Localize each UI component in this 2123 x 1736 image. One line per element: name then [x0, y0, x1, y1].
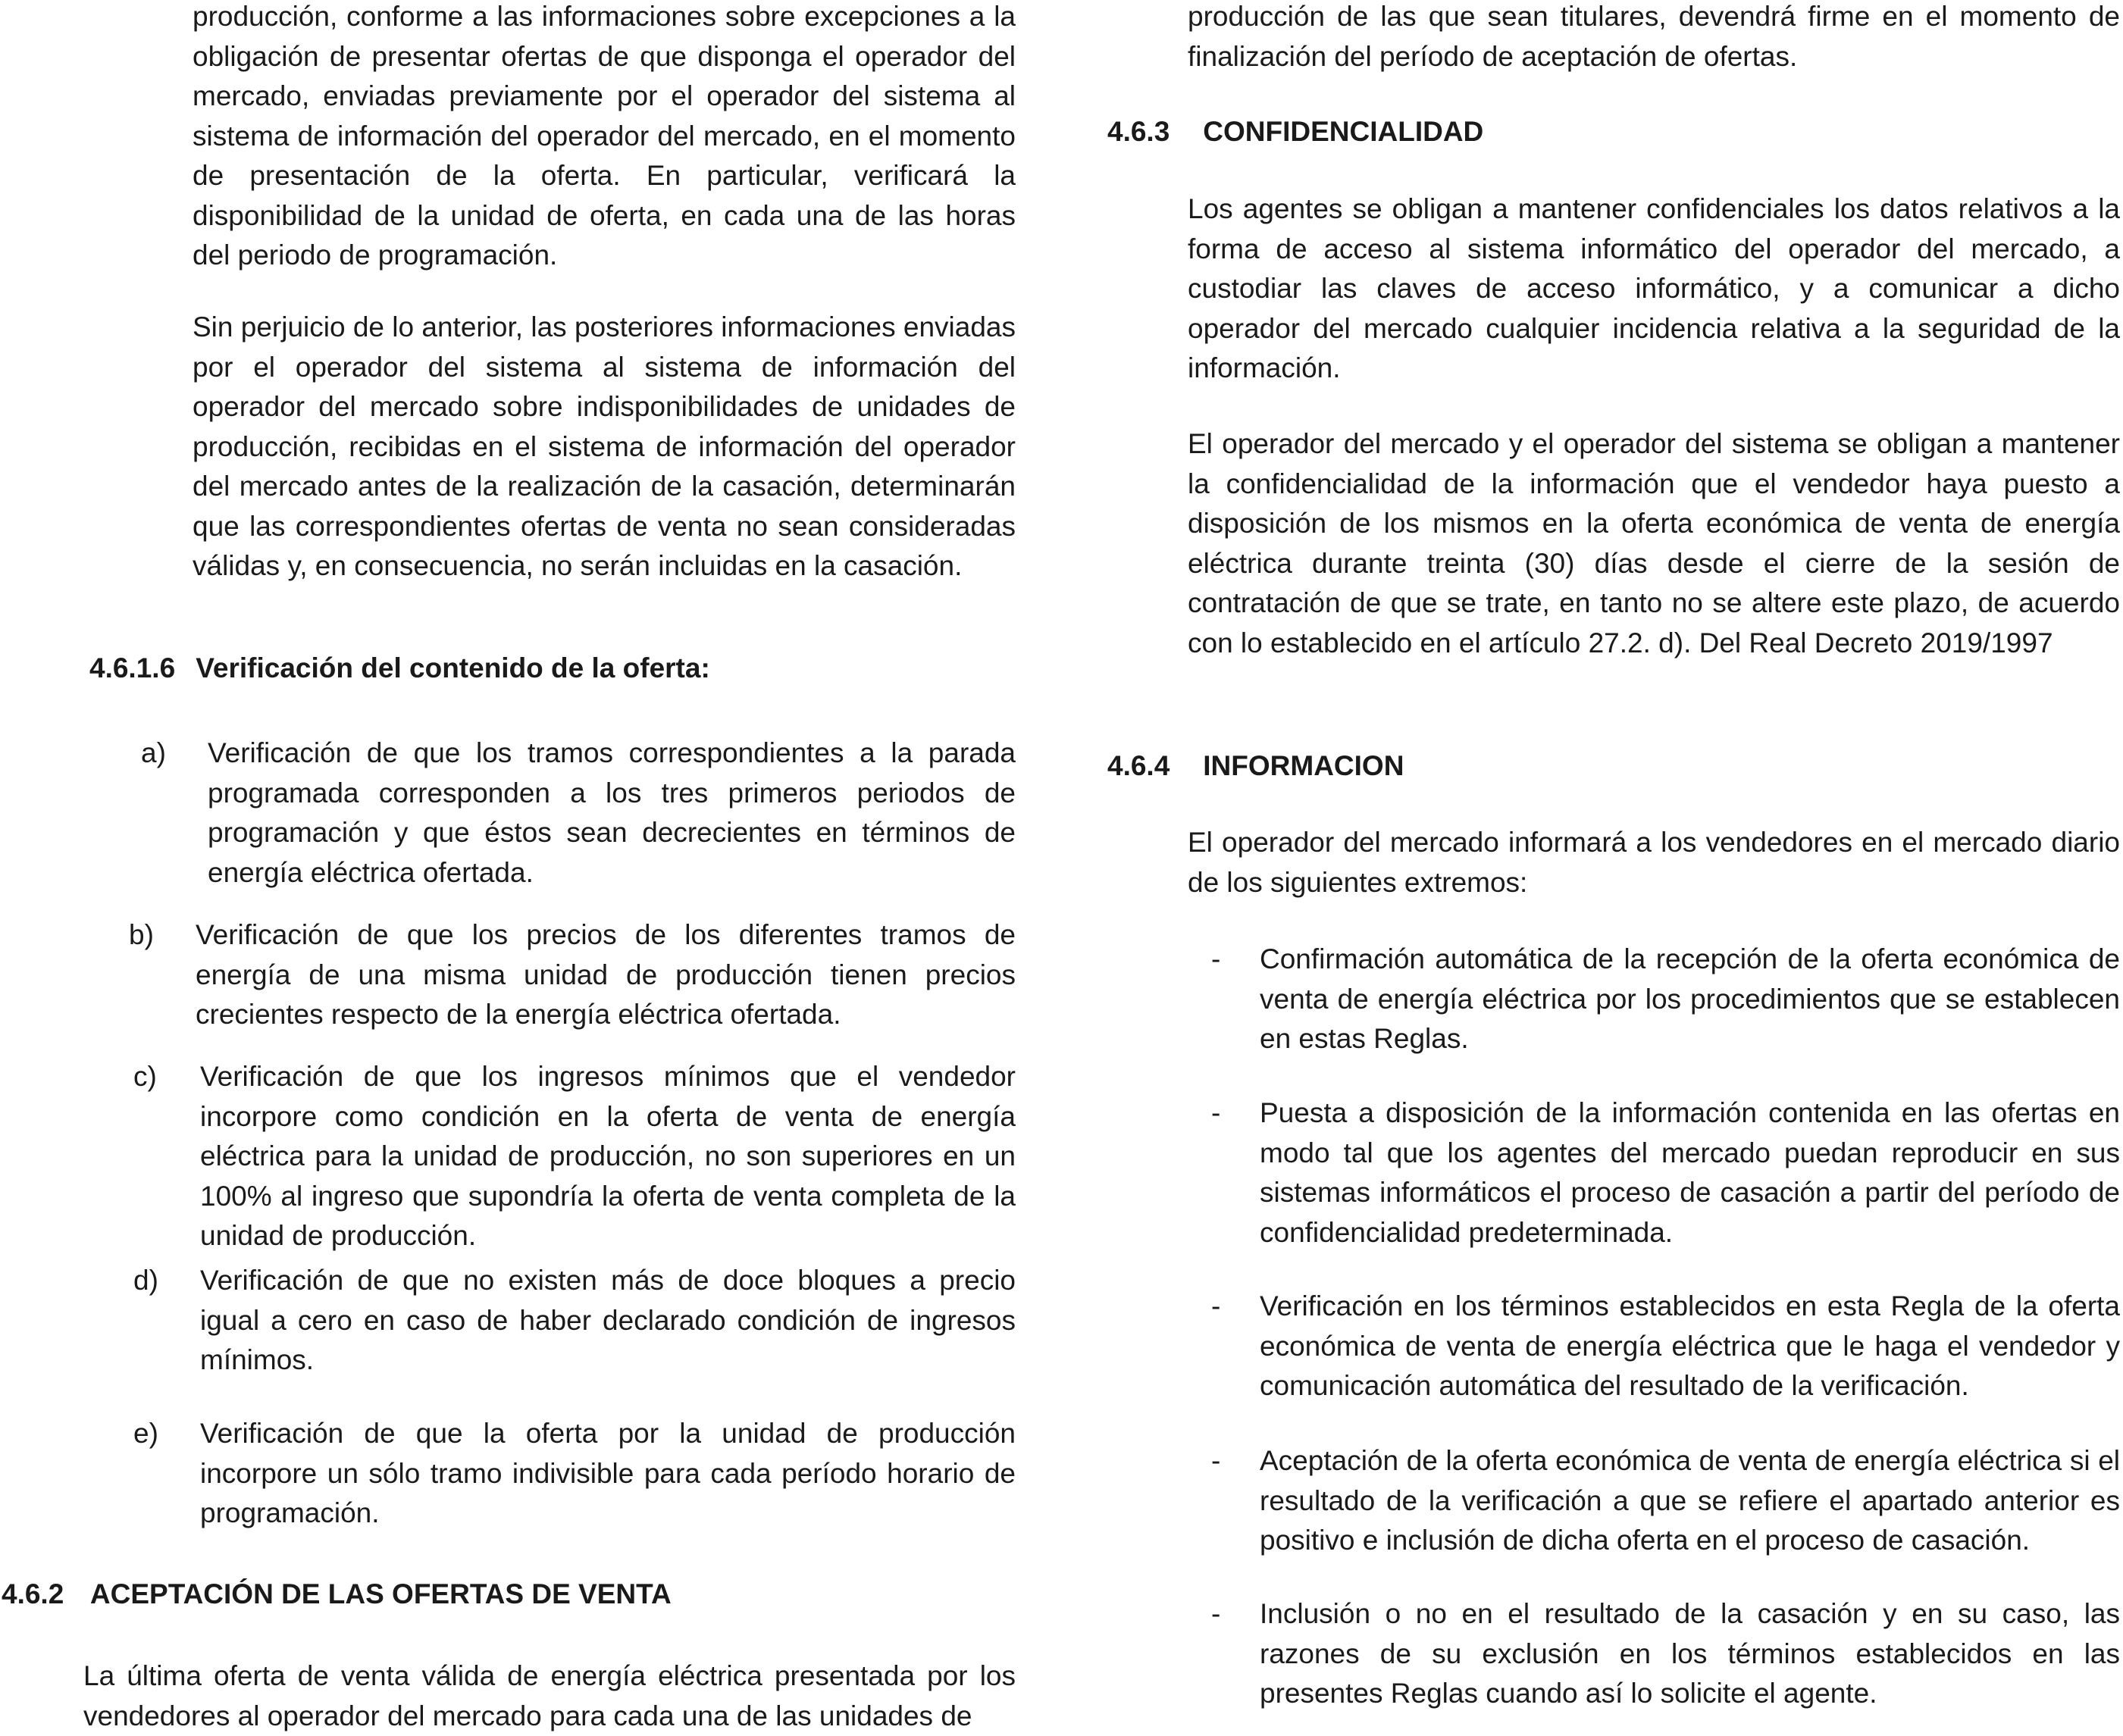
heading-4-6-1-6 — [89, 649, 710, 689]
heading-number: 4.6.1.6 — [89, 652, 176, 683]
list-item-text: Verificación de que no existen más de doce bloques a precio igual a cero en caso de haber declarado condición de ingresos mínimos. — [200, 1265, 1016, 1375]
list-item-text: Verificación de que la oferta por la unidad de producción incorpore un sólo tramo indivisible para cada período horario de programación. — [200, 1418, 1016, 1528]
heading-title: CONFIDENCIALIDAD — [1203, 116, 1484, 147]
left-paragraph-3: La última oferta de venta válida de energía eléctrica presentada por los vendedores al operador del mercado para cada una de las unidades de — [83, 1660, 1016, 1731]
list-marker: b) — [129, 919, 154, 950]
bullet-text: Puesta a disposición de la información contenida en las ofertas en modo tal que los agentes del mercado puedan reproducir en sus sistemas informáticos el proceso de casación a partir del período de confidencialidad predeterminada. — [1260, 1097, 2120, 1248]
heading-title: Verificación del contenido de la oferta: — [196, 652, 710, 683]
bullet-marker: - — [1211, 1290, 1221, 1322]
right-paragraph-3: El operador del mercado y el operador del sistema se obligan a mantener la confidencialidad de la información que el vendedor haya puesto a disposición de los mismos en la oferta económica de venta de energía eléctrica durante treinta (30) días desde el cierre de la sesión de contratación de que se trate, en tanto no se altere este plazo, de acuerdo con lo establecido en el artículo 27.2. d). Del Real Decreto 2019/1997 — [1188, 428, 2120, 658]
bullet-marker: - — [1211, 1097, 1221, 1128]
list-item-text: Verificación de que los tramos correspondientes a la parada programada corresponden a los tres primeros periodos de programación y que éstos sean decrecientes en términos de energía eléctrica ofertada. — [208, 737, 1016, 888]
left-paragraph-2: Sin perjuicio de lo anterior, las posteriores informaciones enviadas por el operador del sistema al sistema de información del operador del mercado sobre indisponibilidades de unidades de producción, recibidas en el sistema de información del operador del mercado antes de la realización de la casación, determinarán que las correspondientes ofertas de venta no sean consideradas válidas y, en consecuencia, no serán incluidas en la casación. — [193, 311, 1016, 581]
right-paragraph-4: El operador del mercado informará a los vendedores en el mercado diario de los siguientes extremos: — [1188, 827, 2120, 898]
bullet-marker: - — [1211, 1445, 1221, 1476]
list-item-text: Verificación de que los ingresos mínimos que el vendedor incorpore como condición en la oferta de venta de energía eléctrica para la unidad de producción, no son superiores en un 100% al ingreso que supondría la oferta de venta completa de la unidad de producción. — [200, 1061, 1016, 1251]
bullet-text: Verificación en los términos establecidos en esta Regla de la oferta económica de venta de energía eléctrica que le haga el vendedor y comunicación automática del resultado de la verificación. — [1260, 1290, 2120, 1401]
bullet-text: Confirmación automática de la recepción de la oferta económica de venta de energía eléctrica por los procedimientos que se establecen en estas Reglas. — [1260, 943, 2120, 1054]
bullet-text: Inclusión o no en el resultado de la casación y en su caso, las razones de su exclusión en los términos establecidos en las presentes Reglas cuando así lo solicite el agente. — [1260, 1598, 2120, 1709]
heading-number: 4.6.4 — [1107, 750, 1170, 781]
list-marker: e) — [133, 1418, 158, 1449]
list-item-text: Verificación de que los precios de los diferentes tramos de energía de una misma unidad de producción tienen precios crecientes respecto de la energía eléctrica ofertada. — [196, 919, 1016, 1030]
heading-title: INFORMACION — [1203, 750, 1404, 781]
heading-4-6-2 — [2, 1575, 672, 1615]
heading-number: 4.6.3 — [1107, 116, 1170, 147]
list-marker: d) — [133, 1265, 158, 1296]
heading-number: 4.6.2 — [2, 1578, 64, 1609]
bullet-marker: - — [1211, 943, 1221, 974]
left-paragraph-1: producción, conforme a las informaciones sobre excepciones a la obligación de presentar ofertas de que disponga el operador del mercado, enviadas previamente por el operador del sistema al sistema de información del operador del mercado, en el momento de presentación de la oferta. En particular, verificará la disponibilidad de la unidad de oferta, en cada una de las horas del periodo de programación. — [193, 1, 1016, 271]
heading-4-6-4 — [1107, 746, 1404, 787]
list-marker: c) — [133, 1061, 157, 1092]
right-paragraph-1: producción de las que sean titulares, devendrá firme en el momento de finalización del período de aceptación de ofertas. — [1188, 1, 2120, 72]
heading-4-6-3 — [1107, 112, 1483, 152]
right-paragraph-2: Los agentes se obligan a mantener confidenciales los datos relativos a la forma de acceso al sistema informático del operador del mercado, a custodiar las claves de acceso informático, y a comunicar a dicho operador del mercado cualquier incidencia relativa a la seguridad de la información. — [1188, 193, 2120, 383]
bullet-marker: - — [1211, 1598, 1221, 1629]
heading-title: ACEPTACIÓN DE LAS OFERTAS DE VENTA — [89, 1578, 672, 1609]
bullet-text: Aceptación de la oferta económica de venta de energía eléctrica si el resultado de la verificación a que se refiere el apartado anterior es positivo e inclusión de dicha oferta en el proceso de casación. — [1260, 1445, 2120, 1556]
list-marker: a) — [141, 737, 166, 768]
